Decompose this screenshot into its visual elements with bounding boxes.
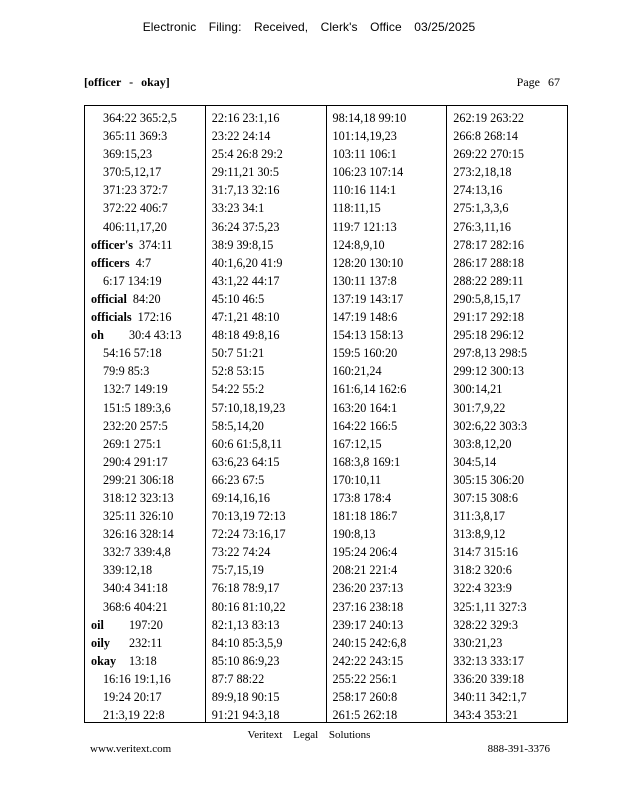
index-entry [91,616,205,634]
index-line: 60:6 61:5,8,11 [211,436,283,451]
index-line: 19:24 20:17 [103,690,162,704]
index-line: 167:12,15 [332,436,382,451]
index-references: 374:11 [138,237,173,252]
index-line: 339:12,18 [103,563,153,578]
index-line: 80:16 81:10,22 [211,599,286,614]
index-line: 242:22 243:15 [332,653,404,668]
index-line: 137:19 143:17 [332,291,404,306]
index-line: 168:3,8 169:1 [332,454,401,469]
index-line: 370:5,12,17 [103,165,162,180]
index-range-heading: [officer - okay] [84,75,170,89]
index-term: oh [91,328,104,343]
index-term: officer's [91,237,133,252]
index-line: 258:17 260:8 [332,690,398,704]
index-line: 79:9 85:3 [103,364,150,379]
index-line: 54:16 57:18 [103,346,162,361]
index-line: 132:7 149:19 [103,382,168,397]
index-column-4 [447,106,567,722]
index-line: 311:3,8,17 [453,509,505,524]
index-line: 275:1,3,3,6 [453,201,509,216]
index-line: 303:8,12,20 [453,436,512,451]
index-references: 84:20 [132,291,161,306]
index-line: 372:22 406:7 [103,201,168,216]
index-line: 31:7,13 32:16 [211,183,280,198]
index-line: 336:20 339:18 [453,671,525,686]
index-line: 300:14,21 [453,382,503,397]
index-line: 128:20 130:10 [332,255,404,270]
index-line: 365:11 369:3 [103,129,168,144]
index-line: 38:9 39:8,15 [211,237,274,252]
index-line: 50:7 51:21 [211,346,265,361]
index-line: 307:15 308:6 [453,490,518,505]
index-line: 318:2 320:6 [453,563,512,578]
vendor-website: www.veritext.com [90,743,172,755]
index-line: 43:1,22 44:17 [211,273,280,288]
index-line: 302:6,22 303:3 [453,418,528,433]
index-line: 66:23 67:5 [211,472,265,487]
index-references: 30:4 43:13 [129,328,182,343]
index-line: 208:21 221:4 [332,563,398,578]
index-line: 73:22 74:24 [211,545,271,560]
index-line: 124:8,9,10 [332,237,385,252]
index-line: 290:5,8,15,17 [453,291,521,306]
index-line: 101:14,19,23 [332,129,397,144]
index-line: 304:5,14 [453,454,497,469]
index-line: 236:20 237:13 [332,581,404,596]
index-line: 72:24 73:16,17 [211,527,286,542]
index-line: 239:17 240:13 [332,617,404,632]
index-line: 48:18 49:8,16 [211,328,280,343]
filing-stamp: Electronic Filing: Received, Clerk's Office 03/25/2025 [142,20,476,34]
index-line: 330:21,23 [453,635,503,650]
index-line: 29:11,21 30:5 [211,165,280,180]
index-line: 85:10 86:9,23 [211,653,280,668]
index-line: 332:7 339:4,8 [103,545,171,560]
index-line: 54:22 55:2 [211,382,265,397]
index-line: 232:20 257:5 [103,418,168,433]
index-line: 237:16 238:18 [332,599,404,614]
index-term: officers [91,255,130,270]
index-line: 23:22 24:14 [211,129,271,144]
index-grid [84,105,568,723]
index-line: 45:10 46:5 [211,291,265,306]
index-line: 340:11 342:1,7 [453,690,527,704]
index-line: 40:1,6,20 41:9 [211,255,283,270]
page-label-text: Page [516,75,540,89]
index-references: 232:11 [129,635,163,650]
index-references: 4:7 [135,255,152,270]
index-line: 91:21 94:3,18 [211,708,280,722]
index-line: 161:6,14 162:6 [332,382,407,397]
index-line: 325:1,11 327:3 [453,599,527,614]
index-line: 340:4 341:18 [103,581,168,596]
index-line: 25:4 26:8 29:2 [211,147,283,162]
index-line: 313:8,9,12 [453,527,506,542]
vendor-name: Veritext Legal Solutions [247,729,371,741]
index-term: officials [91,310,132,325]
index-line: 159:5 160:20 [332,346,398,361]
index-line: 262:19 263:22 [453,111,525,125]
index-line: 82:1,13 83:13 [211,617,280,632]
index-line: 190:8,13 [332,527,376,542]
index-line: 33:23 34:1 [211,201,265,216]
index-line: 261:5 262:18 [332,708,398,722]
index-line: 301:7,9,22 [453,400,506,415]
index-line: 266:8 268:14 [453,129,518,144]
index-line: 369:15,23 [103,147,153,162]
index-line: 368:6 404:21 [103,599,168,614]
index-line: 22:16 23:1,16 [211,111,280,125]
index-line: 297:8,13 298:5 [453,346,528,361]
index-line: 326:16 328:14 [103,527,174,542]
index-line: 89:9,18 90:15 [211,690,280,704]
index-line: 273:2,18,18 [453,165,512,180]
index-line: 406:11,17,20 [103,219,167,234]
index-references: 172:16 [137,310,172,325]
index-term: oily [91,635,110,650]
index-line: 16:16 19:1,16 [103,671,171,686]
index-line: 276:3,11,16 [453,219,512,234]
index-line: 291:17 292:18 [453,310,525,325]
index-line: 299:12 300:13 [453,364,525,379]
index-line: 195:24 206:4 [332,545,398,560]
index-term: okay [91,653,117,668]
index-line: 286:17 288:18 [453,255,525,270]
index-line: 328:22 329:3 [453,617,518,632]
index-entry [91,308,205,326]
index-entry [91,326,205,344]
index-line: 343:4 353:21 [453,708,518,722]
index-entry [91,236,205,254]
index-line: 299:21 306:18 [103,472,174,487]
index-entry [91,652,205,670]
index-line: 314:7 315:16 [453,545,518,560]
index-line: 76:18 78:9,17 [211,581,280,596]
index-line: 364:22 365:2,5 [103,111,177,125]
index-entry [91,290,205,308]
index-line: 87:7 88:22 [211,671,265,686]
index-line: 75:7,15,19 [211,563,264,578]
index-line: 6:17 134:19 [103,273,162,288]
page-number: 67 [548,75,560,89]
index-line: 47:1,21 48:10 [211,310,280,325]
index-line: 98:14,18 99:10 [332,111,407,125]
index-line: 173:8 178:4 [332,490,392,505]
index-line: 110:16 114:1 [332,183,397,198]
index-line: 325:11 326:10 [103,509,174,524]
index-line: 332:13 333:17 [453,653,525,668]
index-column-1 [85,106,206,722]
index-line: 163:20 164:1 [332,400,398,415]
index-line: 290:4 291:17 [103,454,168,469]
vendor-phone: 888-391-3376 [487,743,550,755]
index-line: 181:18 186:7 [332,509,398,524]
index-line: 255:22 256:1 [332,671,398,686]
index-term: official [91,291,127,306]
index-entry [91,634,205,652]
index-line: 118:11,15 [332,201,381,216]
index-line: 52:8 53:15 [211,364,265,379]
index-line: 119:7 121:13 [332,219,397,234]
index-line: 295:18 296:12 [453,328,525,343]
index-line: 36:24 37:5,23 [211,219,280,234]
index-line: 305:15 306:20 [453,472,525,487]
index-line: 170:10,11 [332,472,382,487]
index-line: 278:17 282:16 [453,237,525,252]
index-line: 288:22 289:11 [453,273,524,288]
index-line: 151:5 189:3,6 [103,400,171,415]
index-line: 322:4 323:9 [453,581,512,596]
index-line: 269:22 270:15 [453,147,525,162]
index-line: 103:11 106:1 [332,147,397,162]
index-line: 84:10 85:3,5,9 [211,635,283,650]
index-term: oil [91,617,104,632]
index-line: 69:14,16,16 [211,490,270,505]
index-line: 21:3,19 22:8 [103,708,165,722]
index-references: 197:20 [129,617,163,632]
index-line: 63:6,23 64:15 [211,454,280,469]
index-line: 371:23 372:7 [103,183,168,198]
index-line: 154:13 158:13 [332,328,404,343]
index-line: 147:19 148:6 [332,310,398,325]
index-entry [91,254,205,272]
index-line: 106:23 107:14 [332,165,404,180]
index-line: 58:5,14,20 [211,418,264,433]
index-line: 160:21,24 [332,364,382,379]
index-line: 240:15 242:6,8 [332,635,407,650]
index-references: 13:18 [129,653,157,668]
index-line: 269:1 275:1 [103,436,162,451]
index-line: 318:12 323:13 [103,490,174,505]
index-column-3 [327,106,448,722]
index-line: 57:10,18,19,23 [211,400,286,415]
page-label [517,75,560,90]
index-column-2 [206,106,327,722]
index-line: 130:11 137:8 [332,273,397,288]
index-line: 70:13,19 72:13 [211,509,286,524]
index-line: 164:22 166:5 [332,418,398,433]
index-line: 274:13,16 [453,183,503,198]
